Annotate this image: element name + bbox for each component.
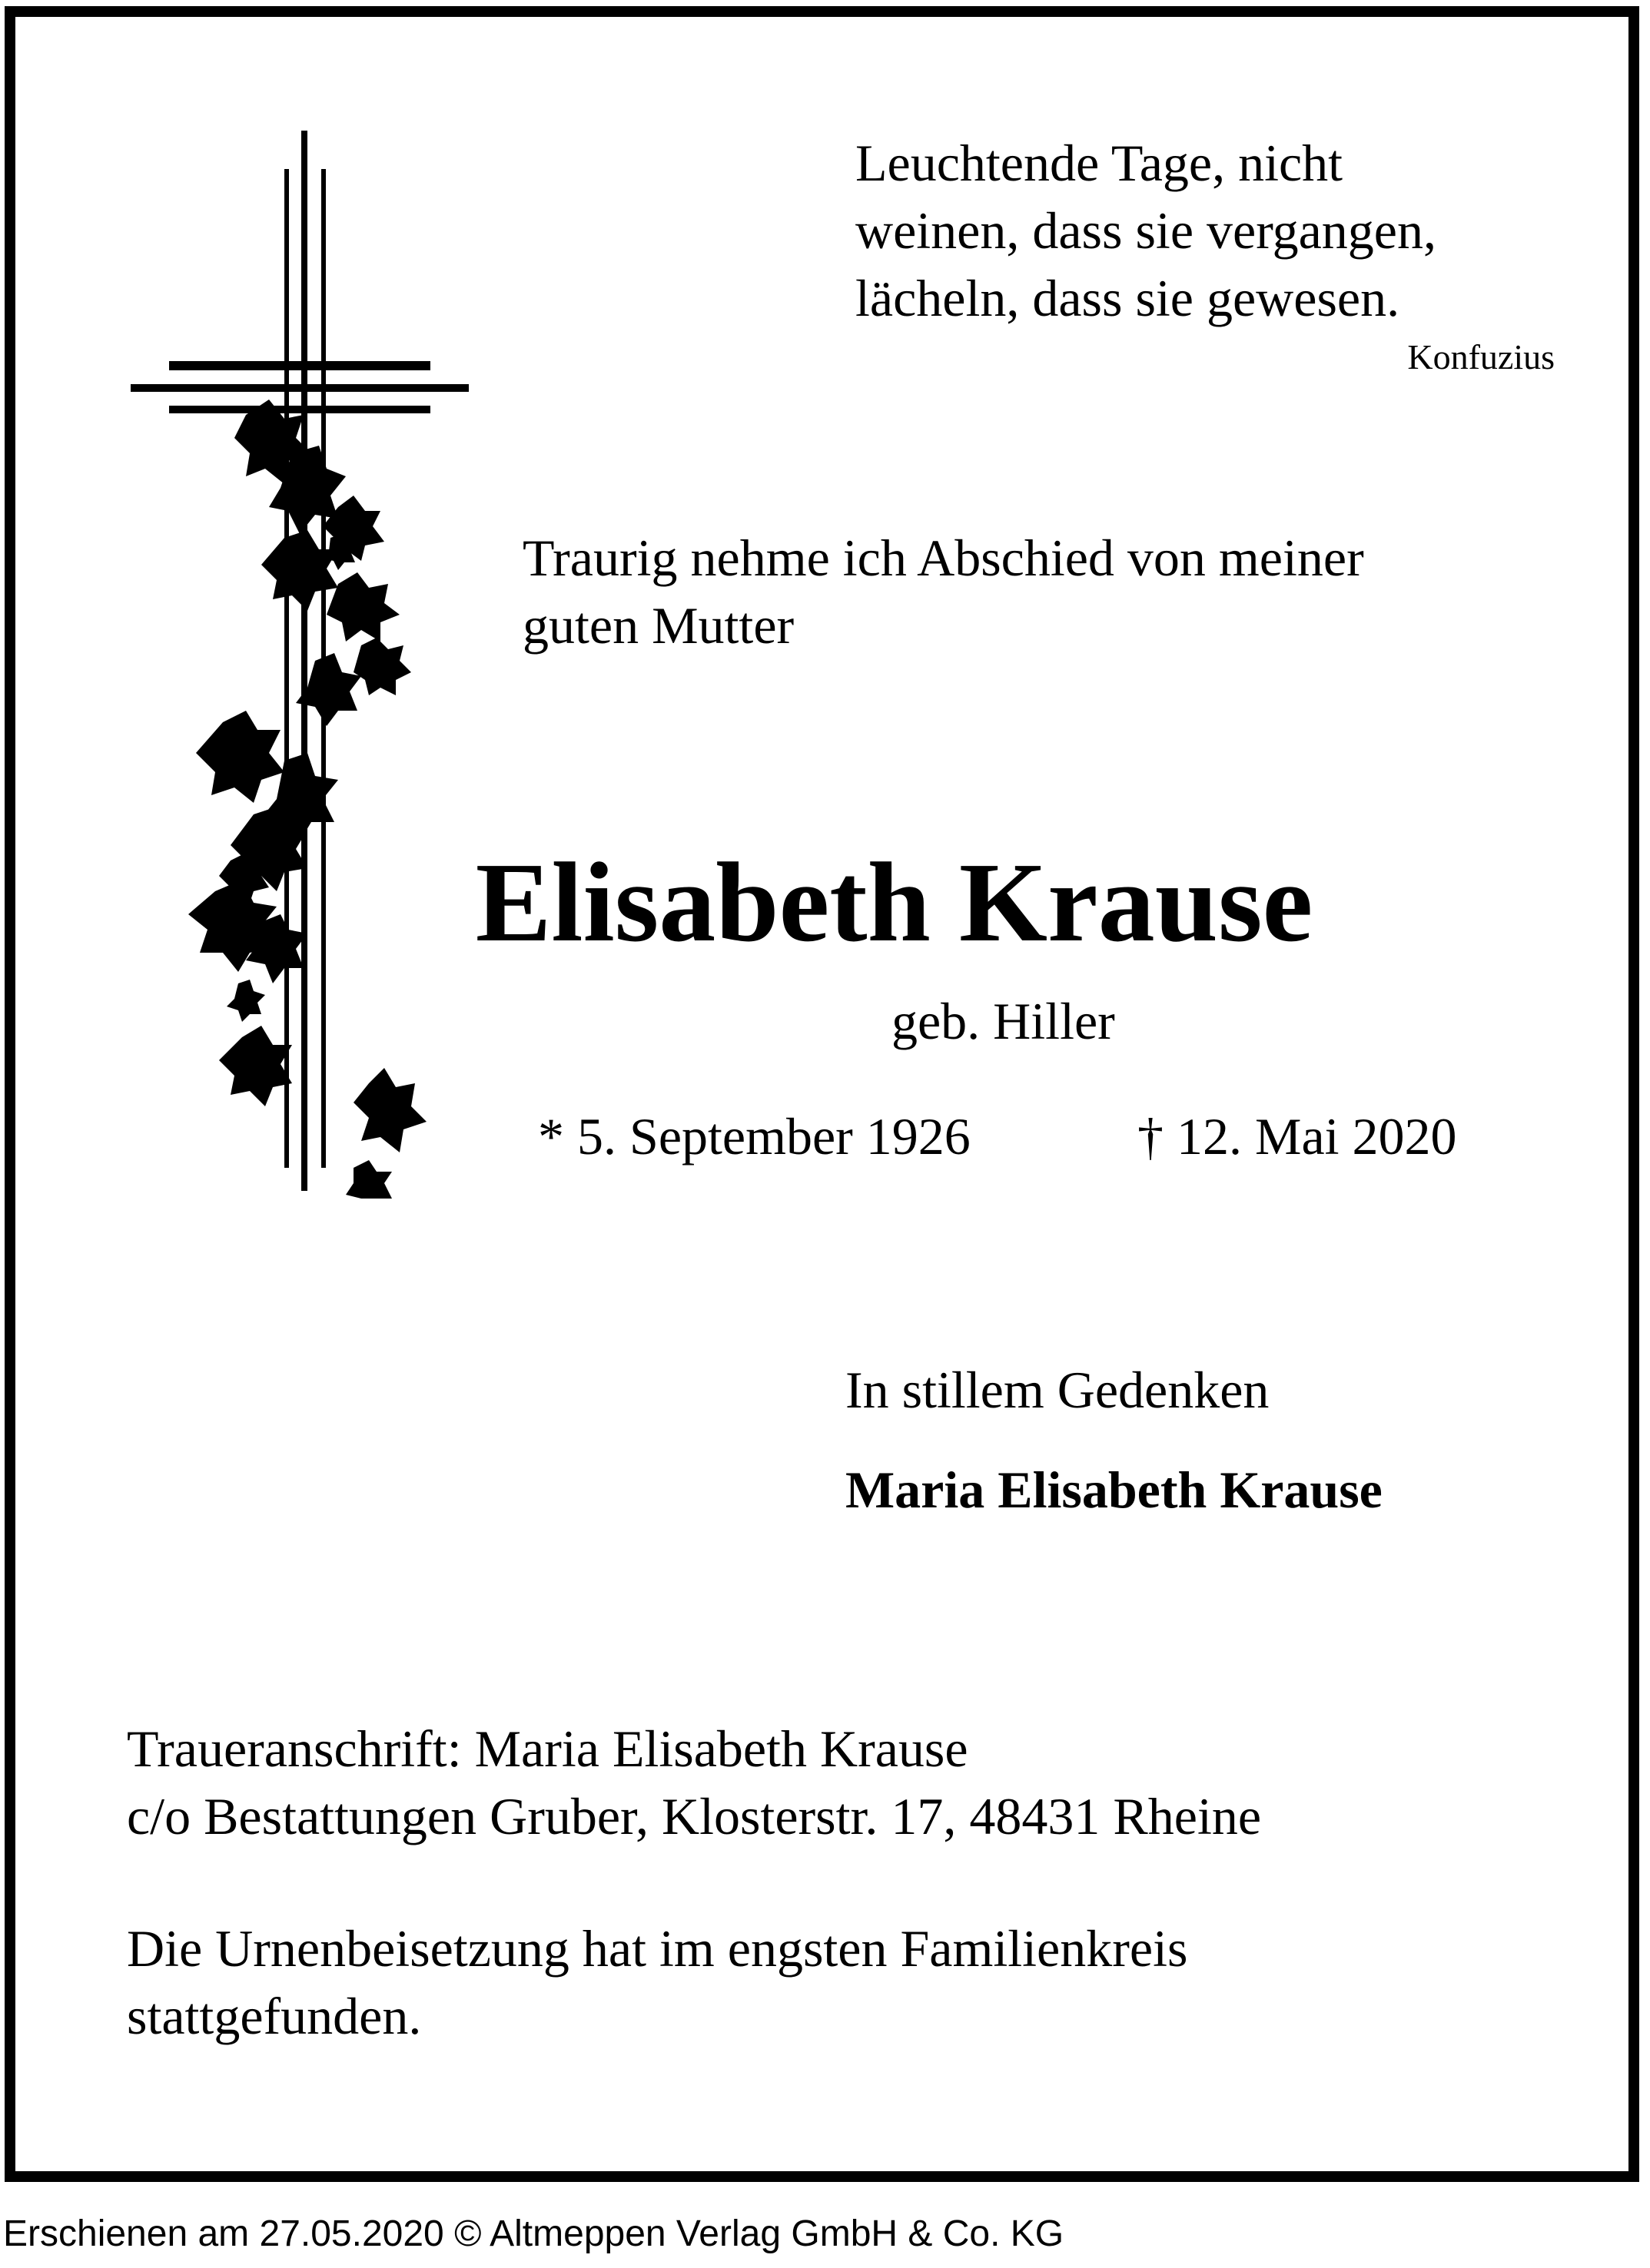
cross-with-ivy-icon [115, 123, 484, 1199]
quote-line: lächeln, dass sie gewesen. [855, 269, 1400, 327]
mourning-address [127, 1715, 1261, 1850]
burial-line: stattgefunden. [127, 1987, 422, 2045]
burial-line: Die Urnenbeisetzung hat im engsten Familienkreis [127, 1919, 1188, 1978]
quote-line: weinen, dass sie vergangen, [855, 201, 1436, 260]
death-date: † 12. Mai 2020 [1137, 1107, 1457, 1166]
birth-date: * 5. September 1926 [538, 1107, 971, 1166]
maiden-name: geb. Hiller [891, 992, 1115, 1050]
farewell-intro [523, 524, 1364, 659]
intro-line: guten Mutter [523, 596, 795, 655]
burial-note [127, 1915, 1187, 2050]
quote-author: Konfuzius [1407, 337, 1555, 376]
mourner-name: Maria Elisabeth Krause [845, 1461, 1383, 1519]
deceased-name: Elisabeth Krause [475, 840, 1313, 966]
quote-line: Leuchtende Tage, nicht [855, 134, 1343, 192]
publication-footer: Erschienen am 27.05.2020 © Altmeppen Verlag GmbH & Co. KG [3, 2213, 1064, 2254]
address-line: c/o Bestattungen Gruber, Klosterstr. 17, 48431 Rheine [127, 1787, 1262, 1845]
memorial-phrase: In stillem Gedenken [845, 1361, 1270, 1419]
intro-line: Traurig nehme ich Abschied von meiner [523, 529, 1364, 587]
quote [855, 129, 1436, 332]
address-line: Traueranschrift: Maria Elisabeth Krause [127, 1719, 968, 1778]
